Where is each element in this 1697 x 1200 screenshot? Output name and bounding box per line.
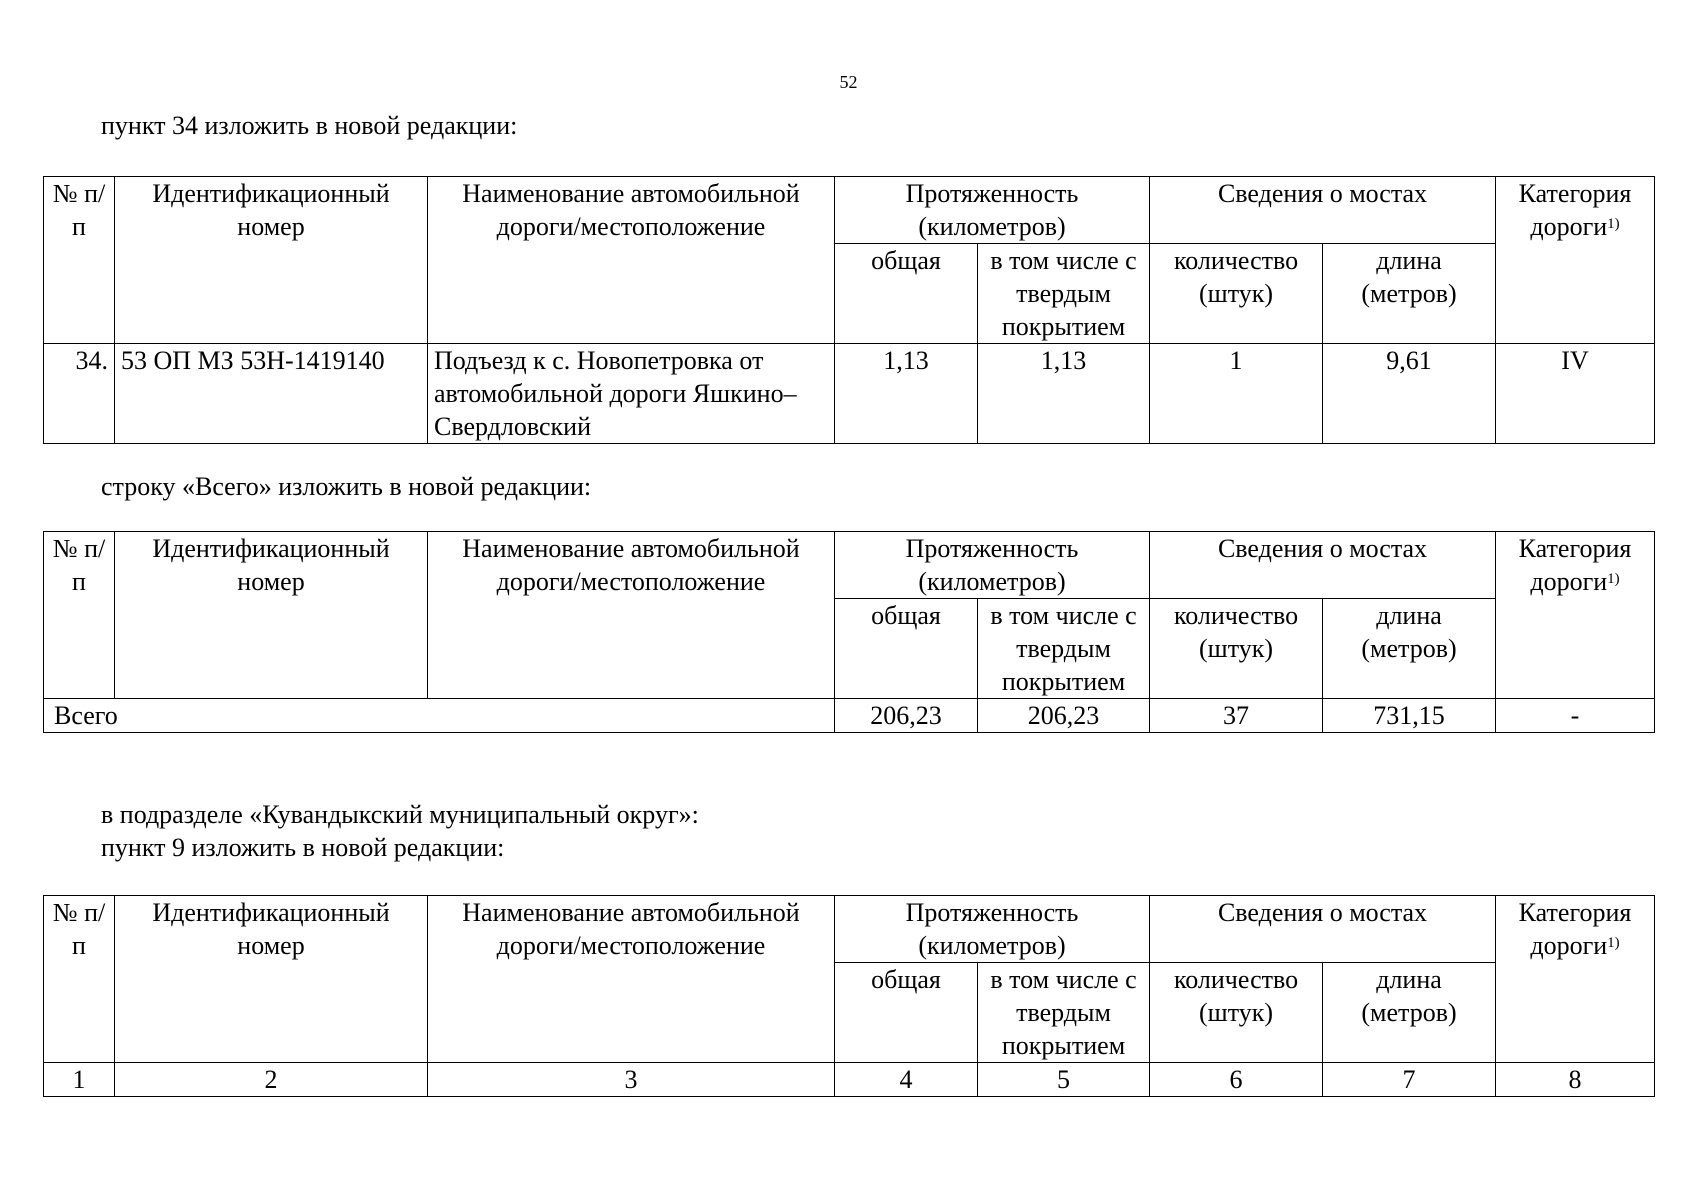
header-bridges: Сведения о мостах xyxy=(1150,896,1496,963)
header-bridges-length: длина (метров) xyxy=(1323,963,1496,1063)
header-bridges: Сведения о мостах xyxy=(1150,532,1496,599)
header-length: Протяженность (километров) xyxy=(835,532,1150,599)
paragraph-item-9: пункт 9 изложить в новой редакции: xyxy=(101,833,505,862)
header-category: Категория дороги$^{1)}$ xyxy=(1496,896,1655,1063)
header-num: № п/п xyxy=(44,896,115,1063)
header-name: Наименование автомобильной дороги/местоположение xyxy=(428,532,835,699)
header-length-hard: в том числе с твердым покрытием xyxy=(978,244,1150,344)
header-bridges-length: длина (метров) xyxy=(1323,244,1496,344)
road-table-item-9 xyxy=(43,895,1655,1097)
row-length-total: 1,13 xyxy=(835,344,978,444)
row-name: Подъезд к с. Новопетровка от автомобильной дороги Яшкино–Свердловский xyxy=(428,344,835,444)
footnote-mark: 1) xyxy=(1607,571,1620,587)
header-ident: Идентификационный номер xyxy=(115,177,428,344)
total-category: - xyxy=(1496,699,1655,733)
row-category: IV xyxy=(1496,344,1655,444)
header-bridges-count: количество (штук) xyxy=(1150,244,1323,344)
header-name: Наименование автомобильной дороги/местоположение xyxy=(428,896,835,1063)
column-number: 1 xyxy=(44,1063,115,1097)
header-category: Категория дороги$^{1)}$ xyxy=(1496,532,1655,699)
row-length-hard: 1,13 xyxy=(978,344,1150,444)
column-number-row xyxy=(44,1063,1655,1097)
header-bridges-count: количество (штук) xyxy=(1150,963,1323,1063)
paragraph-total-row: строку «Всего» изложить в новой редакции: xyxy=(101,472,592,501)
header-length-total: общая xyxy=(835,963,978,1063)
header-length-hard: в том числе с твердым покрытием xyxy=(978,599,1150,699)
total-length-hard: 206,23 xyxy=(978,699,1150,733)
column-number: 5 xyxy=(978,1063,1150,1097)
header-ident: Идентификационный номер xyxy=(115,896,428,1063)
header-bridges: Сведения о мостах xyxy=(1150,177,1496,244)
header-length-total: общая xyxy=(835,244,978,344)
paragraph-item-34: пункт 34 изложить в новой редакции: xyxy=(101,111,518,140)
header-length-hard: в том числе с твердым покрытием xyxy=(978,963,1150,1063)
row-num: 34. xyxy=(44,344,115,444)
header-category: Категория дороги$^{1)}$ xyxy=(1496,177,1655,344)
road-table-total xyxy=(43,531,1655,733)
column-number: 3 xyxy=(428,1063,835,1097)
row-bridges-count: 1 xyxy=(1150,344,1323,444)
header-num: № п/п xyxy=(44,177,115,344)
total-bridges-count: 37 xyxy=(1150,699,1323,733)
road-table-item-34 xyxy=(43,176,1655,444)
column-number: 6 xyxy=(1150,1063,1323,1097)
total-bridges-length: 731,15 xyxy=(1323,699,1496,733)
column-number: 2 xyxy=(115,1063,428,1097)
column-number: 8 xyxy=(1496,1063,1655,1097)
header-num: № п/п xyxy=(44,532,115,699)
footnote-mark: 1) xyxy=(1607,216,1620,232)
total-row xyxy=(44,699,1655,733)
header-bridges-length: длина (метров) xyxy=(1323,599,1496,699)
header-name: Наименование автомобильной дороги/местоположение xyxy=(428,177,835,344)
table-row xyxy=(44,344,1655,444)
row-ident: 53 ОП МЗ 53Н-1419140 xyxy=(115,344,428,444)
total-length-total: 206,23 xyxy=(835,699,978,733)
column-number: 4 xyxy=(835,1063,978,1097)
footnote-mark: 1) xyxy=(1607,935,1620,951)
row-bridges-length: 9,61 xyxy=(1323,344,1496,444)
header-length-total: общая xyxy=(835,599,978,699)
header-ident: Идентификационный номер xyxy=(115,532,428,699)
header-bridges-count: количество (штук) xyxy=(1150,599,1323,699)
page-number: 52 xyxy=(839,72,858,92)
header-length: Протяженность (километров) xyxy=(835,177,1150,244)
column-number: 7 xyxy=(1323,1063,1496,1097)
total-label: Всего xyxy=(44,699,835,733)
header-length: Протяженность (километров) xyxy=(835,896,1150,963)
paragraph-subsection: в подразделе «Кувандыкский муниципальный округ»: xyxy=(101,800,699,829)
